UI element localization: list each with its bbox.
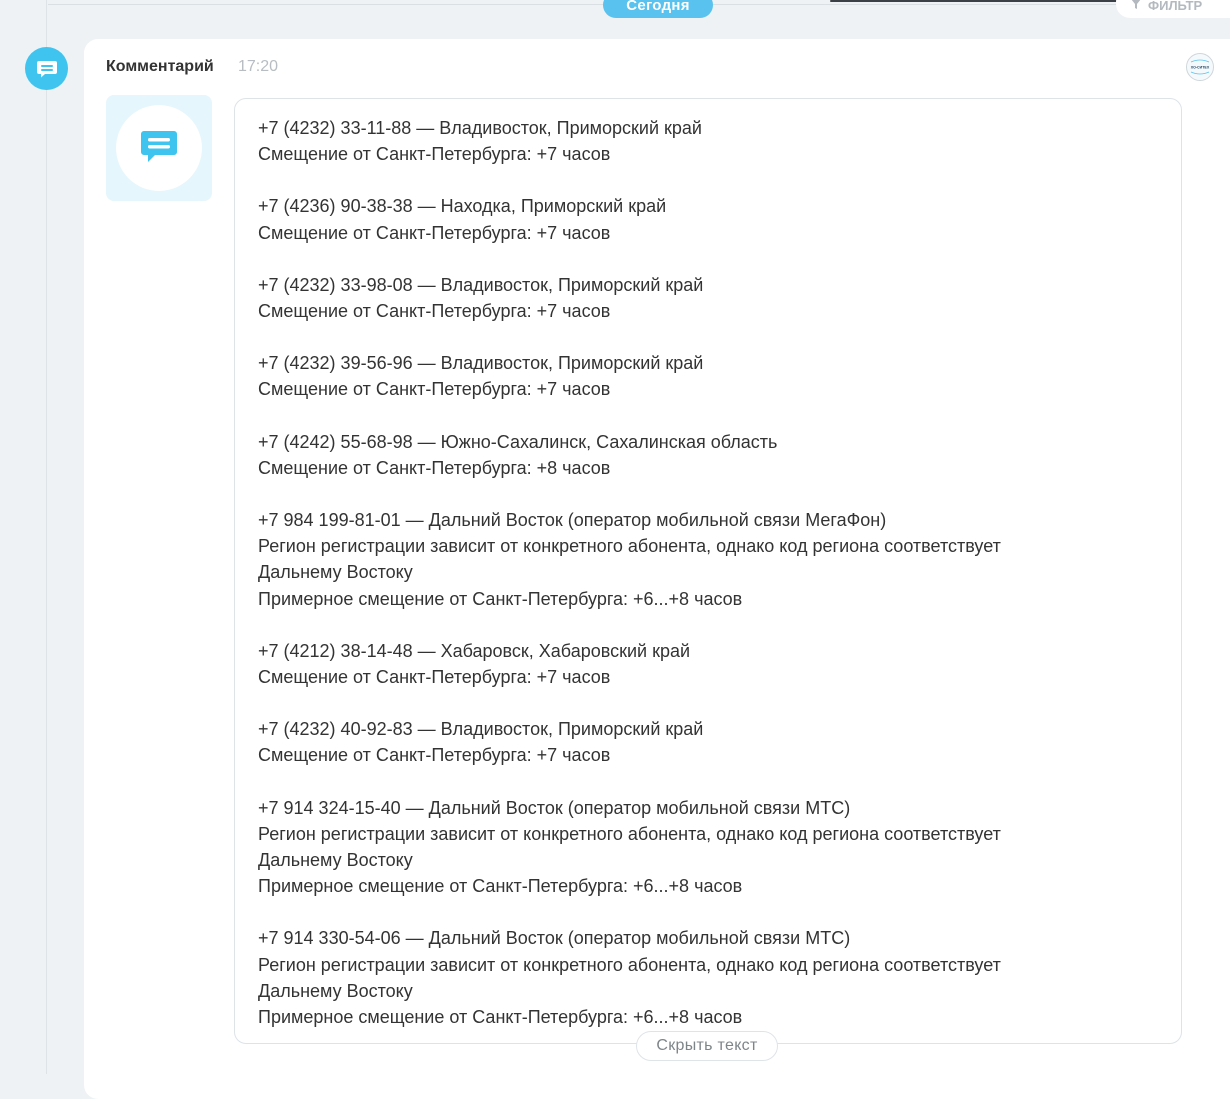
author-avatar[interactable] <box>1186 53 1214 81</box>
comment-entries <box>258 115 1159 1030</box>
comment-line: +7 (4232) 33-11-88 — Владивосток, Приморский край <box>258 118 702 138</box>
filter-label: ФИЛЬТР <box>1148 0 1203 13</box>
hide-text-button[interactable]: Скрыть текст <box>636 1031 778 1061</box>
comment-line: +7 (4232) 33-98-08 — Владивосток, Приморский край <box>258 274 704 295</box>
comment-line: Дальнему Востоку <box>258 980 413 1001</box>
comment-line: Смещение от Санкт-Петербурга: +8 часов <box>258 457 611 478</box>
comment-line: +7 (4212) 38-14-48 — Хабаровск, Хабаровский край <box>258 640 691 661</box>
comment-entry <box>258 795 1159 900</box>
comment-line: Смещение от Санкт-Петербурга: +7 часов <box>258 667 611 688</box>
top-panel-edge <box>830 0 1130 2</box>
comment-line: Примерное смещение от Санкт-Петербурга: +6...+8 часов <box>258 1007 743 1028</box>
comment-line: +7 914 324-15-40 — Дальний Восток (оператор мобильной связи МТС) <box>258 797 851 818</box>
comment-time: 17:20 <box>238 58 279 75</box>
timeline-line <box>46 0 47 1074</box>
comment-line: Примерное смещение от Санкт-Петербурга: +6...+8 часов <box>258 876 743 897</box>
comment-bubble-icon <box>36 58 58 80</box>
comment-line: Регион регистрации зависит от конкретного абонента, однако код региона соответствует <box>258 954 1001 975</box>
comment-entity-tile <box>106 95 212 201</box>
comment-entry <box>258 925 1159 1030</box>
comment-entry <box>258 115 1159 167</box>
comment-line: +7 914 330-54-06 — Дальний Восток (оператор мобильной связи МТС) <box>258 928 851 949</box>
comment-entry <box>258 716 1159 768</box>
comment-title: Комментарий <box>106 58 214 75</box>
comment-entry <box>258 350 1159 402</box>
comment-entry <box>258 507 1159 612</box>
comment-line: +7 (4232) 39-56-96 — Владивосток, Приморский край <box>258 353 704 374</box>
avatar-logo-text: ХО-СИТЕХ <box>1190 65 1210 70</box>
comment-line: Смещение от Санкт-Петербурга: +7 часов <box>258 379 611 400</box>
comment-line: Смещение от Санкт-Петербурга: +7 часов <box>258 745 611 766</box>
comment-line: Дальнему Востоку <box>258 850 413 871</box>
comment-entry <box>258 193 1159 245</box>
filter-funnel-icon <box>1130 0 1142 13</box>
filter-button[interactable] <box>1116 0 1230 18</box>
comment-line: Примерное смещение от Санкт-Петербурга: +6...+8 часов <box>258 588 743 609</box>
comment-line: Смещение от Санкт-Петербурга: +7 часов <box>258 301 611 322</box>
comment-line: Дальнему Востоку <box>258 562 413 583</box>
comment-text-box <box>234 98 1182 1044</box>
date-separator-badge: Сегодня <box>603 0 713 18</box>
comment-line: +7 (4232) 40-92-83 — Владивосток, Приморский край <box>258 719 704 740</box>
comment-entry <box>258 638 1159 690</box>
comment-entry <box>258 272 1159 324</box>
comment-line: Смещение от Санкт-Петербурга: +7 часов <box>258 222 611 243</box>
comment-line: Смещение от Санкт-Петербурга: +7 часов <box>258 144 611 165</box>
comment-bubble-icon <box>138 127 180 169</box>
comment-line: Регион регистрации зависит от конкретного абонента, однако код региона соответствует <box>258 823 1001 844</box>
comment-type-icon <box>25 47 68 90</box>
comment-line: +7 984 199-81-01 — Дальний Восток (оператор мобильной связи МегаФон) <box>258 510 887 531</box>
comment-line: +7 (4242) 55-68-98 — Южно-Сахалинск, Сахалинская область <box>258 431 778 452</box>
comment-line: Регион регистрации зависит от конкретного абонента, однако код региона соответствует <box>258 536 1001 557</box>
comment-line: +7 (4236) 90-38-38 — Находка, Приморский край <box>258 196 667 217</box>
comment-entry <box>258 429 1159 481</box>
